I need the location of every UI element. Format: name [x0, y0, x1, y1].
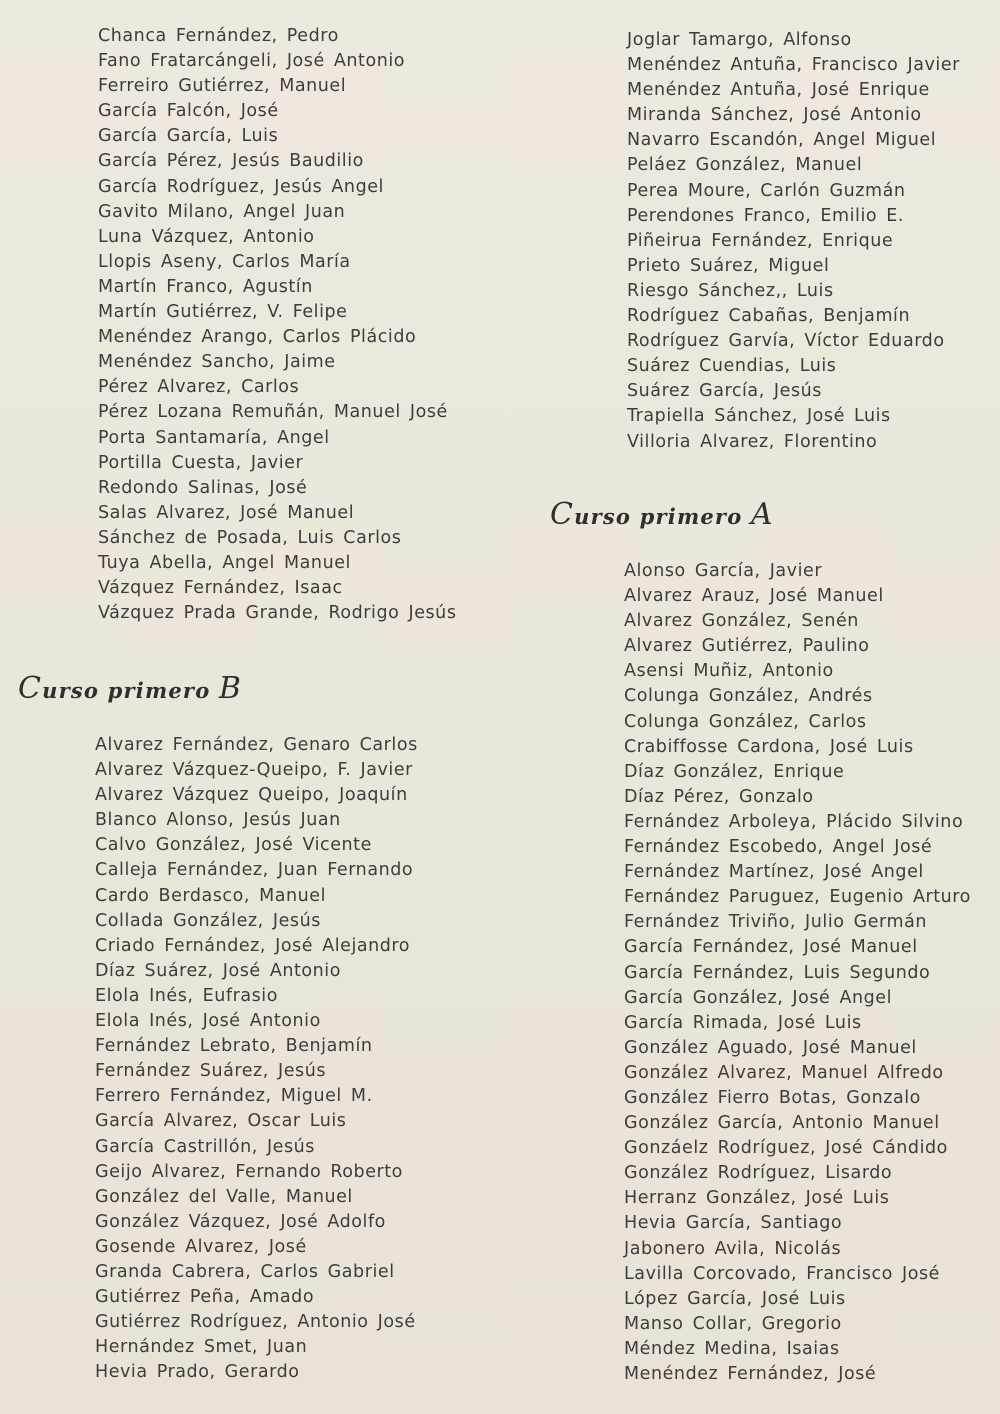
student-name: Ferreiro Gutiérrez, Manuel [98, 76, 347, 97]
student-name: Granda Cabrera, Carlos Gabriel [95, 1261, 395, 1282]
section-heading-curso-primero-a [550, 497, 774, 532]
heading-suffix: A [750, 497, 774, 532]
student-name: Alvarez González, Senén [624, 611, 859, 632]
student-name: Asensi Muñiz, Antonio [624, 661, 834, 682]
student-name: Suárez Cuendias, Luis [627, 356, 837, 377]
student-name: Chanca Fernández, Pedro [98, 26, 339, 46]
student-name: Porta Santamaría, Angel [98, 427, 330, 448]
student-list-right-top [627, 28, 960, 455]
student-list-left-top [98, 24, 457, 626]
student-name: Navarro Escandón, Angel Miguel [627, 130, 937, 151]
student-name: González Fierro Botas, Gonzalo [624, 1087, 921, 1108]
student-name: Tuya Abella, Angel Manuel [98, 552, 351, 573]
student-name: Vázquez Prada Grande, Rodrigo Jesús [98, 603, 457, 624]
student-name: Alvarez Gutiérrez, Paulino [624, 636, 870, 657]
student-name: Martín Franco, Agustín [98, 276, 313, 297]
student-name: Geijo Alvarez, Fernando Roberto [95, 1161, 403, 1182]
student-name: Gosende Alvarez, José [95, 1236, 307, 1257]
student-name: Alvarez Vázquez Queipo, Joaquín [95, 785, 408, 806]
student-name: Trapiella Sánchez, José Luis [627, 406, 891, 427]
student-name: Miranda Sánchez, José Antonio [627, 105, 922, 126]
student-name: Ferrero Fernández, Miguel M. [95, 1086, 373, 1107]
student-name: Alvarez Fernández, Genaro Carlos [95, 735, 418, 755]
student-name: Perendones Franco, Emilio E. [627, 205, 904, 226]
student-name: López García, José Luis [624, 1288, 846, 1309]
student-list-curso-primero-a [624, 559, 971, 1387]
student-name: Elola Inés, Eufrasio [95, 985, 278, 1006]
student-name: García Rimada, José Luis [624, 1012, 862, 1033]
student-name: Alvarez Arauz, José Manuel [624, 586, 884, 607]
student-name: Hevia Prado, Gerardo [95, 1362, 300, 1383]
student-name: Fernández Suárez, Jesús [95, 1061, 327, 1082]
student-name: Llopis Aseny, Carlos María [98, 251, 351, 272]
student-name: Méndez Medina, Isaias [624, 1338, 840, 1359]
student-name: Suárez García, Jesús [627, 381, 822, 402]
student-name: Criado Fernández, José Alejandro [95, 935, 411, 956]
student-name: Martín Gutiérrez, V. Felipe [98, 302, 348, 323]
student-name: Díaz Suárez, José Antonio [95, 960, 341, 981]
student-name: Menéndez Antuña, Francisco Javier [627, 55, 960, 76]
student-name: Alonso García, Javier [624, 561, 823, 581]
student-name: Fernández Martínez, José Angel [624, 862, 924, 883]
student-name: García Pérez, Jesús Baudilio [98, 151, 364, 172]
student-name: González García, Antonio Manuel [624, 1113, 940, 1134]
student-name: Vázquez Fernández, Isaac [98, 578, 343, 599]
student-name: Díaz Pérez, Gonzalo [624, 786, 814, 807]
student-name: Luna Vázquez, Antonio [98, 226, 315, 247]
heading-text: urso primero [42, 678, 211, 703]
student-name: Blanco Alonso, Jesús Juan [95, 810, 341, 831]
student-name: Colunga González, Andrés [624, 686, 873, 707]
student-name: Alvarez Vázquez-Queipo, F. Javier [95, 760, 413, 781]
student-name: Riesgo Sánchez,, Luis [627, 280, 834, 301]
student-name: Fernández Escobedo, Angel José [624, 837, 933, 858]
student-name: González del Valle, Manuel [95, 1186, 353, 1207]
student-name: Cardo Berdasco, Manuel [95, 885, 327, 906]
student-name: Díaz González, Enrique [624, 761, 845, 782]
student-name: García García, Luis [98, 126, 279, 147]
student-name: García González, José Angel [624, 987, 893, 1008]
student-list-curso-primero-b [95, 733, 418, 1385]
student-name: Collada González, Jesús [95, 910, 321, 931]
student-name: García Falcón, José [98, 101, 279, 122]
student-name: Rodríguez Garvía, Víctor Eduardo [627, 331, 945, 352]
student-name: Piñeirua Fernández, Enrique [627, 230, 894, 251]
student-name: Villoria Alvarez, Florentino [627, 431, 878, 452]
student-name: Lavilla Corcovado, Francisco José [624, 1263, 940, 1284]
student-name: Herranz González, José Luis [624, 1188, 890, 1209]
student-name: Gonzáelz Rodríguez, José Cándido [624, 1138, 948, 1159]
heading-text: urso primero [574, 504, 743, 529]
student-name: Calvo González, José Vicente [95, 835, 372, 856]
student-name: Manso Collar, Gregorio [624, 1313, 842, 1334]
student-name: González Vázquez, José Adolfo [95, 1211, 386, 1232]
student-name: García Fernández, José Manuel [624, 937, 918, 958]
student-name: Gavito Milano, Angel Juan [98, 201, 346, 222]
student-name: González Alvarez, Manuel Alfredo [624, 1062, 944, 1083]
student-name: Menéndez Fernández, José [624, 1364, 877, 1384]
student-name: Portilla Cuesta, Javier [98, 452, 304, 473]
student-name: González Aguado, José Manuel [624, 1037, 917, 1058]
student-name: Fernández Paruguez, Eugenio Arturo [624, 887, 971, 908]
student-name: Fernández Lebrato, Benjamín [95, 1036, 373, 1057]
student-name: Colunga González, Carlos [624, 711, 867, 732]
student-name: Menéndez Sancho, Jaime [98, 352, 336, 373]
student-name: Jabonero Avila, Nicolás [624, 1238, 842, 1259]
student-name: García Rodríguez, Jesús Angel [98, 176, 384, 197]
student-name: Gutiérrez Rodríguez, Antonio José [95, 1312, 416, 1333]
heading-initial: C [18, 671, 43, 706]
student-name: Calleja Fernández, Juan Fernando [95, 860, 414, 881]
student-name: Peláez González, Manuel [627, 155, 863, 176]
student-name: Redondo Salinas, José [98, 477, 308, 498]
student-name: Rodríguez Cabañas, Benjamín [627, 306, 911, 327]
student-name: Menéndez Arango, Carlos Plácido [98, 327, 417, 348]
student-name: Prieto Suárez, Miguel [627, 255, 830, 276]
student-name: Salas Alvarez, José Manuel [98, 502, 355, 523]
student-name: Fano Fratarcángeli, José Antonio [98, 51, 406, 72]
student-name: García Fernández, Luis Segundo [624, 962, 931, 983]
student-name: Gutiérrez Peña, Amado [95, 1287, 315, 1308]
student-name: Hernández Smet, Juan [95, 1337, 308, 1358]
student-name: Menéndez Antuña, José Enrique [627, 80, 930, 101]
student-name: García Alvarez, Oscar Luis [95, 1111, 347, 1132]
student-name: Sánchez de Posada, Luis Carlos [98, 527, 402, 548]
student-name: Hevia García, Santiago [624, 1213, 843, 1234]
student-name: Pérez Lozana Remuñán, Manuel José [98, 402, 448, 423]
heading-initial: C [550, 497, 575, 532]
student-name: García Castrillón, Jesús [95, 1136, 315, 1157]
student-name: Fernández Arboleya, Plácido Silvino [624, 811, 964, 832]
student-name: Crabiffosse Cardona, José Luis [624, 736, 914, 757]
student-name: Fernández Triviño, Julio Germán [624, 912, 927, 933]
student-name: Perea Moure, Carlón Guzmán [627, 180, 906, 201]
student-name: González Rodríguez, Lisardo [624, 1163, 893, 1184]
student-name: Joglar Tamargo, Alfonso [627, 30, 852, 50]
section-heading-curso-primero-b [18, 671, 242, 706]
student-name: Pérez Alvarez, Carlos [98, 377, 300, 398]
heading-suffix: B [218, 671, 243, 706]
student-name: Elola Inés, José Antonio [95, 1011, 321, 1032]
